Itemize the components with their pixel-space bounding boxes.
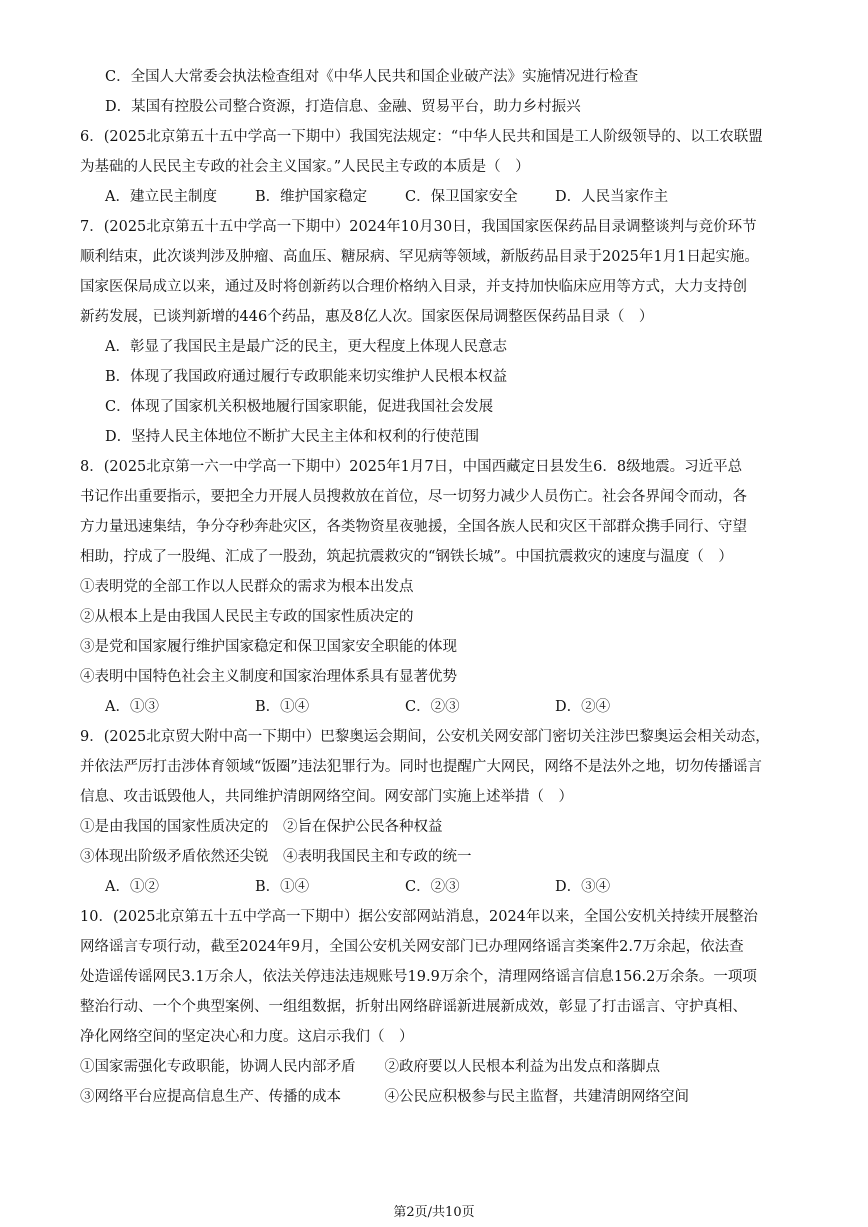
answer-option: C．②③ [405, 699, 460, 715]
question-text: 整治行动、一个个典型案例、一组组数据，折射出网络辟谣新进展新成效，彰显了打击谣言、守护真相、 [80, 999, 747, 1015]
question-text: 8．(2025北京第一六一中学高一下期中）2025年1月7日，中国西藏定日县发生6．8级地震。习近平总 [80, 459, 743, 475]
answer-option: D．③④ [555, 879, 611, 895]
page-footer: 第2页/共10页 [393, 1205, 475, 1220]
question-text: 并依法严厉打击涉体育领域“饭圈”违法犯罪行为。同时也提醒广大网民，网络不是法外之地，切勿传播谣言 [80, 759, 762, 775]
answer-option: D．某国有控股公司整合资源，打造信息、金融、贸易平台，助力乡村振兴 [105, 99, 581, 115]
answer-option: A．①② [105, 879, 159, 895]
answer-option: B．①④ [255, 699, 310, 715]
question-text: 方力量迅速集结，争分夺秒奔赴灾区，各类物资星夜驰援，全国各族人民和灾区干部群众携手同行、守望 [80, 519, 747, 535]
answer-options-row [80, 692, 798, 722]
answer-options-row [80, 182, 798, 212]
answer-option: C．全国人大常委会执法检查组对《中华人民共和国企业破产法》实施情况进行检查 [105, 69, 639, 85]
answer-option: B．体现了我国政府通过履行专政职能来切实维护人民根本权益 [105, 369, 508, 385]
question-text: 新药发展，已谈判新增的446个药品，惠及8亿人次。国家医保局调整医保药品目录（ ） [80, 309, 654, 325]
question-text: 处造谣传谣网民3.1万余人，依法关停违法违规账号19.9万余个，清理网络谣言信息156.2万余条。一项项 [80, 969, 757, 985]
answer-option: B．维护国家稳定 [255, 189, 368, 205]
document-body [80, 62, 798, 1112]
question-text: 顺利结束，此次谈判涉及肿瘤、高血压、糖尿病、罕见病等领域，新版药品目录于2025年1月1日起实施。 [80, 249, 759, 265]
answer-option: A．建立民主制度 [105, 189, 217, 205]
question-text: 相助，拧成了一股绳、汇成了一股劲，筑起抗震救灾的“钢铁长城”。中国抗震救灾的速度与温度（ ） [80, 549, 733, 565]
question-text: 网络谣言专项行动，截至2024年9月，全国公安机关网安部门已办理网络谣言类案件2.7万余起，依法查 [80, 939, 744, 955]
question-text: 信息、攻击诋毁他人，共同维护清朗网络空间。网安部门实施上述举措（ ） [80, 789, 573, 805]
question-text: 国家医保局成立以来，通过及时将创新药以合理价格纳入目录，并支持加快临床应用等方式，大力支持创 [80, 279, 747, 295]
question-text: 9．(2025北京贸大附中高一下期中）巴黎奥运会期间，公安机关网安部门密切关注涉巴黎奥运会相关动态， [80, 729, 770, 745]
statement-item: ④表明中国特色社会主义制度和国家治理体系具有显著优势 [80, 669, 457, 685]
answer-option: D．②④ [555, 699, 611, 715]
statement-item: ③网络平台应提高信息生产、传播的成本 ④公民应积极参与民主监督，共建清朗网络空间 [80, 1089, 689, 1105]
answer-option: B．①④ [255, 879, 310, 895]
answer-option: A．①③ [105, 699, 159, 715]
question-text: 为基础的人民民主专政的社会主义国家。”人民民主专政的本质是（ ） [80, 159, 530, 175]
statement-item: ③是党和国家履行维护国家稳定和保卫国家安全职能的体现 [80, 639, 457, 655]
statement-item: ③体现出阶级矛盾依然还尖锐 ④表明我国民主和专政的统一 [80, 849, 472, 865]
answer-option: C．②③ [405, 879, 460, 895]
question-text: 6．(2025北京第五十五中学高一下期中）我国宪法规定：“中华人民共和国是工人阶级领导的、以工农联盟 [80, 129, 763, 145]
answer-option: D．人民当家作主 [555, 189, 669, 205]
statement-item: ②从根本上是由我国人民民主专政的国家性质决定的 [80, 609, 414, 625]
statement-item: ①是由我国的国家性质决定的 ②旨在保护公民各种权益 [80, 819, 443, 835]
question-text: 7．(2025北京第五十五中学高一下期中）2024年10月30日，我国国家医保药品目录调整谈判与竞价环节 [80, 219, 757, 235]
answer-option: D．坚持人民主体地位不断扩大民主主体和权利的行使范围 [105, 429, 480, 445]
answer-options-row [80, 872, 798, 902]
statement-item: ①表明党的全部工作以人民群众的需求为根本出发点 [80, 579, 414, 595]
question-text: 净化网络空间的坚定决心和力度。这启示我们（ ） [80, 1029, 414, 1045]
answer-option: C．保卫国家安全 [405, 189, 518, 205]
question-text: 书记作出重要指示，要把全力开展人员搜救放在首位，尽一切努力减少人员伤亡。社会各界闻令而动，各 [80, 489, 747, 505]
answer-option: A．彰显了我国民主是最广泛的民主，更大程度上体现人民意志 [105, 339, 507, 355]
statement-item: ①国家需强化专政职能，协调人民内部矛盾 ②政府要以人民根本利益为出发点和落脚点 [80, 1059, 660, 1075]
answer-option: C．体现了国家机关积极地履行国家职能，促进我国社会发展 [105, 399, 494, 415]
question-text: 10．(2025北京第五十五中学高一下期中）据公安部网站消息，2024年以来，全国公安机关持续开展整治 [80, 909, 758, 925]
